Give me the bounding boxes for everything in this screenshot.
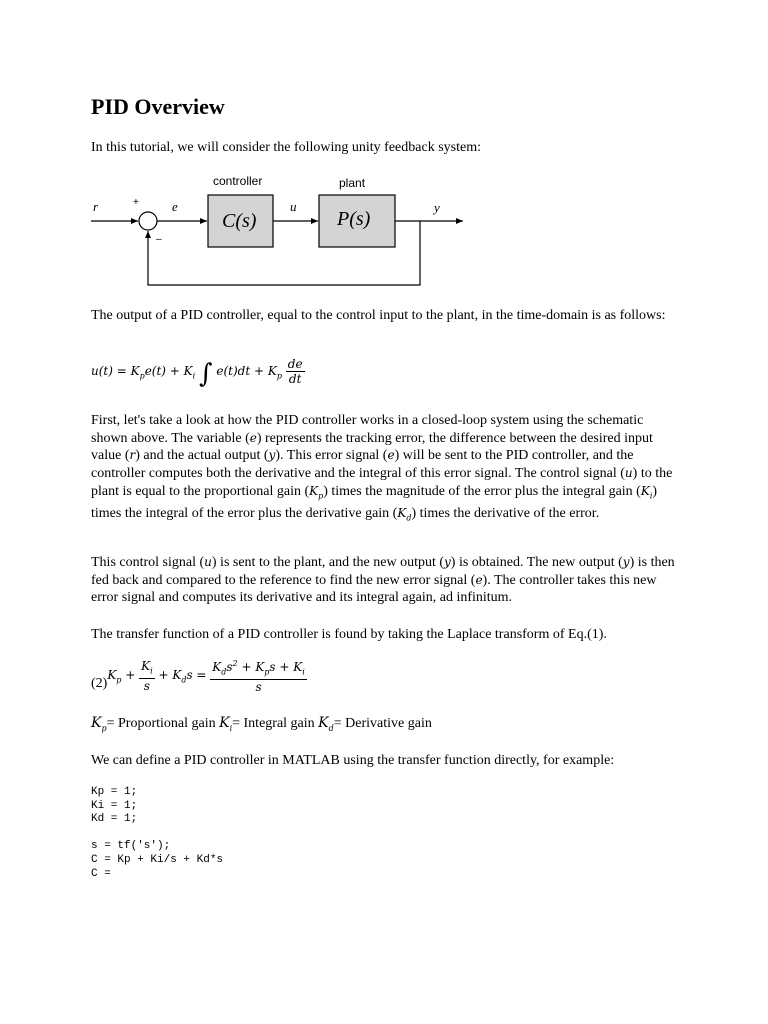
derivative-fraction: $\frac{de}{dt}$ bbox=[287, 357, 303, 386]
minus-sign: – bbox=[156, 234, 162, 245]
integral-sign: ∫ bbox=[199, 359, 213, 389]
controller-block-label: C(s) bbox=[222, 210, 257, 232]
signal-u-label: u bbox=[290, 199, 297, 214]
plant-label: plant bbox=[339, 176, 366, 190]
plant-block-label: P(s) bbox=[337, 208, 371, 230]
signal-e-label: e bbox=[172, 199, 178, 214]
summing-junction bbox=[139, 212, 157, 230]
plus-sign: + bbox=[133, 197, 139, 208]
matlab-code-block: Kp = 1; Ki = 1; Kd = 1; s = tf('s'); C = Kp + Ki/s + Kd*s C = bbox=[91, 786, 224, 880]
matlab-intro: We can define a PID controller in MATLAB using the transfer function directly, for example: bbox=[91, 753, 615, 768]
equation-1: $u(t) = K_pe(t) + K_i$ ∫ $e(t)dt + K_p$ $\frac{de}{dt}$ bbox=[91, 357, 303, 389]
page-title: PID Overview bbox=[91, 94, 225, 119]
explanation-paragraph-2: This control signal (u) is sent to the plant, and the new output (y) is obtained. The new output (y) is then fed back and compared to the reference to find the new error signal (e). The controller takes this new error signal and computes its derivative and its integral again, ad infinitum. bbox=[91, 555, 675, 606]
gains-legend: $K_p=$ Proportional gain $K_i=$ Integral gain $K_d=$ Derivative gain bbox=[91, 715, 432, 733]
intro-paragraph: In this tutorial, we will consider the following unity feedback system: bbox=[91, 140, 481, 155]
output-intro-paragraph: The output of a PID controller, equal to the control input to the plant, in the time-domain is as follows: bbox=[91, 308, 666, 323]
equation-2: $(2)K_p$ + $\frac{K_i}{s}$ + $K_ds$ = $\frac{K_ds^2 + K_ps + K_i}{s}$ bbox=[91, 658, 305, 695]
feedback-block-diagram bbox=[91, 168, 471, 292]
signal-r-label: r bbox=[93, 199, 99, 214]
explanation-paragraph-1: First, let's take a look at how the PID controller works in a closed-loop system using the schematic shown above. The variable (e) represents the tracking error, the difference between the desired input value (r) and the actual output (y). This error signal (e) will be sent to the PID controller, and the controller computes both the derivative and the integral of this error signal. The control signal (u) to the plant is equal to the proportional gain $(K_p)$ times the magnitude of the error plus the integral gain $(K_i)$ times the integral of the error plus the derivative gain $(K_d)$ times the derivative of the error. bbox=[91, 413, 673, 523]
controller-label: controller bbox=[213, 174, 263, 188]
transfer-function-intro: The transfer function of a PID controller is found by taking the Laplace transform of Eq.(1). bbox=[91, 627, 607, 642]
signal-y-label: y bbox=[434, 200, 440, 215]
